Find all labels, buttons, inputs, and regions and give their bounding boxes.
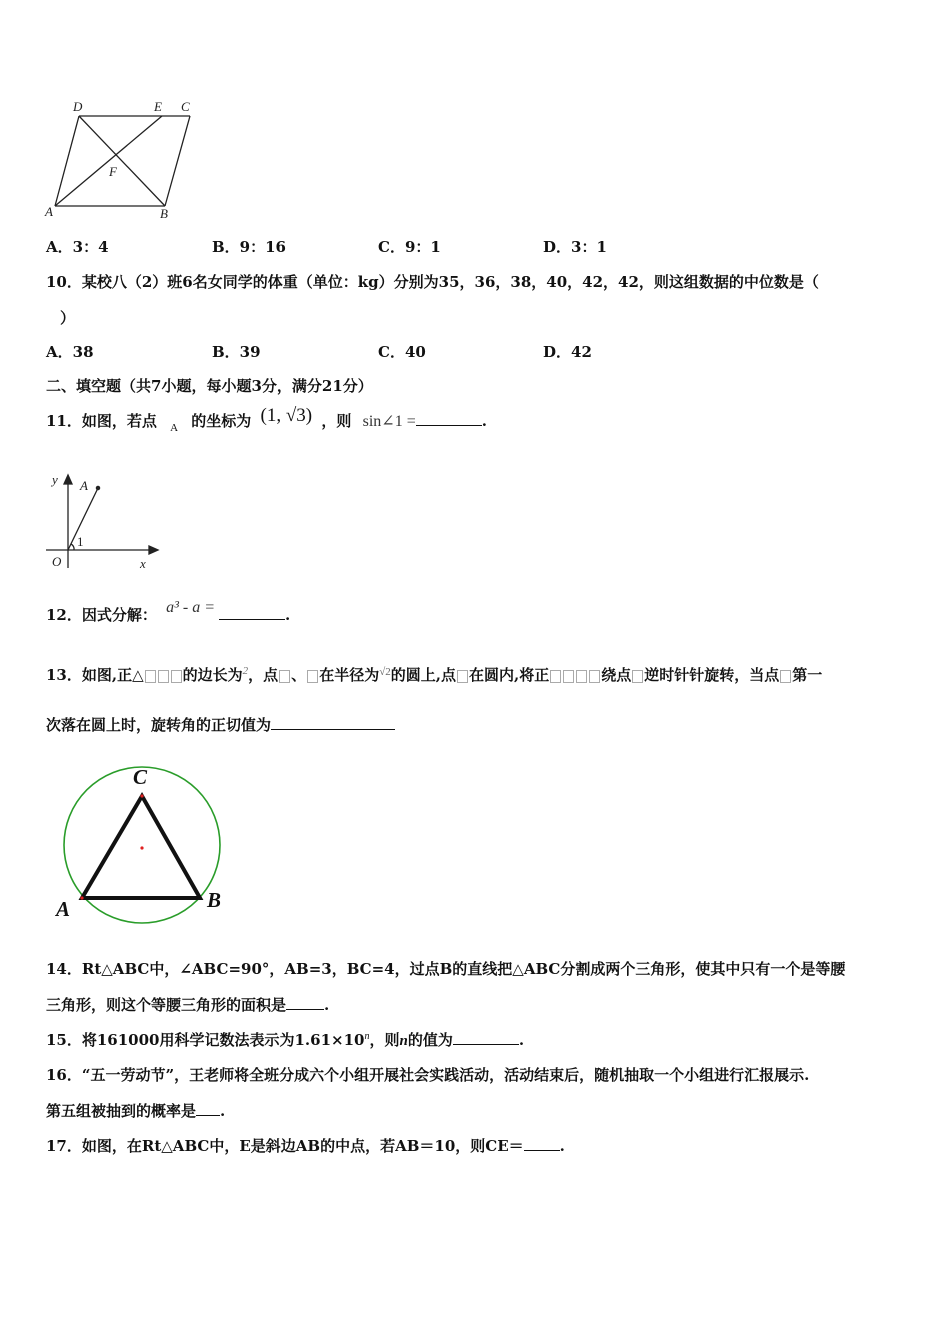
q10-option-b: B．39: [212, 343, 261, 361]
q13-side-length: 2: [242, 665, 249, 677]
point-a-dot: [96, 486, 99, 489]
q9-option-a: A．3：4: [46, 238, 109, 256]
placeholder-glyph: [279, 670, 290, 683]
placeholder-glyph: [550, 670, 561, 683]
q12-prefix: 12．因式分解：: [46, 606, 157, 624]
q11-end: .: [481, 412, 487, 430]
y-axis-arrow: [64, 475, 72, 484]
q14-line1: 14．Rt△ABC中，∠ABC=90°，AB=3，BC=4，过点B的直线把△ABC分割成两个三角形，使其中只有一个是等腰: [46, 960, 846, 978]
q13-p6: 的圆上,点: [390, 666, 456, 684]
q13-p1: 13．如图,正△: [46, 666, 144, 684]
q10-option-c: C．40: [378, 343, 426, 361]
label-c: C: [181, 99, 190, 114]
q12-end: .: [285, 606, 291, 624]
q15-line: [46, 1029, 524, 1050]
q13-line2: [46, 714, 395, 735]
label-angle-1: 1: [77, 534, 84, 549]
q13-p2: 的边长为: [182, 666, 243, 684]
q15-suffix: 的值为: [407, 1031, 453, 1049]
q16-line2: [46, 1100, 225, 1121]
q13-p8: 绕点: [601, 666, 632, 684]
q16-line2-text: 第五组被抽到的概率是: [46, 1102, 197, 1120]
axes-figure: [42, 468, 164, 572]
q10-option-a: A．38: [46, 343, 94, 361]
diagonal-db: [79, 116, 165, 206]
q13-p10: 第一: [792, 666, 823, 684]
placeholder-glyph: [563, 670, 574, 683]
placeholder-glyph: [145, 670, 156, 683]
placeholder-glyph: [158, 670, 169, 683]
q11-line: [46, 405, 487, 434]
vertex-a-dot: [80, 896, 83, 899]
label-f: F: [109, 164, 117, 179]
placeholder-glyph: [171, 670, 182, 683]
q16-blank: [196, 1101, 220, 1116]
q11-point: A: [170, 422, 179, 434]
placeholder-glyph: [457, 670, 468, 683]
label-e: E: [154, 99, 162, 114]
placeholder-glyph: [589, 670, 600, 683]
q9-option-c: C．9：1: [378, 238, 441, 256]
q15-end: .: [518, 1031, 525, 1049]
q14-end: .: [324, 996, 330, 1014]
q13-p4: 、: [291, 666, 307, 684]
q13-blank: [271, 715, 395, 730]
q13-p5: 在半径为: [319, 666, 380, 684]
q12-line: [46, 599, 291, 625]
side-ad: [55, 116, 79, 206]
q10-option-d: D．42: [543, 343, 592, 361]
q14-line2: [46, 994, 329, 1015]
vertex-c-dot: [140, 794, 143, 797]
label-a: A: [80, 478, 88, 493]
q11-suffix: ，则: [321, 412, 352, 430]
label-d: D: [73, 99, 83, 114]
label-x: x: [140, 556, 146, 571]
q15-exponent: n: [364, 1031, 370, 1042]
section-heading: 二、填空题（共7小题，每小题3分，满分21分）: [46, 377, 373, 395]
circle-triangle-figure: [52, 762, 232, 924]
placeholder-glyph: [780, 670, 791, 683]
q13-p9: 逆时针针旋转，当点: [644, 666, 780, 684]
label-a: A: [56, 897, 71, 921]
q14-line2-text: 三角形，则这个等腰三角形的面积是: [46, 996, 287, 1014]
q15-n: n: [399, 1033, 408, 1049]
segment-ae: [55, 116, 162, 206]
q14-blank: [286, 995, 324, 1010]
label-b: B: [160, 206, 168, 221]
side-bc: [165, 116, 190, 206]
q13-line2-text: 次落在圆上时，旋转角的正切值为: [46, 716, 272, 734]
q17-line: [46, 1135, 565, 1156]
q13-radius: √2: [379, 666, 391, 678]
q17-end: .: [559, 1137, 565, 1155]
placeholder-glyph: [632, 670, 643, 683]
q15-mid: ，则: [369, 1031, 400, 1049]
angle-arc: [71, 544, 74, 550]
q12-expr: a³ - a =: [166, 599, 216, 616]
label-o: O: [52, 554, 62, 569]
q13-line1: [46, 664, 822, 685]
q9-option-b: B．9：16: [212, 238, 286, 256]
center-dot: [140, 846, 143, 849]
q13-p3: ，点: [248, 666, 279, 684]
q16-line1: 16．“五一劳动节”，王老师将全班分成六个小组开展社会实践活动，活动结束后，随机抽取一个小组进行汇报展示.: [46, 1066, 810, 1084]
q12-blank: [219, 605, 285, 620]
parallelogram-figure: [40, 96, 210, 224]
q17-text: 17．如图，在Rt△ABC中，E是斜边AB的中点，若AB＝10，则CE＝: [46, 1137, 524, 1155]
placeholder-glyph: [307, 670, 318, 683]
q15-blank: [453, 1030, 519, 1045]
label-y: y: [52, 472, 58, 487]
q13-p7: 在圆内,将正: [468, 666, 550, 684]
q15-prefix: 15．将161000用科学记数法表示为1.61×10: [46, 1031, 365, 1049]
q11-coord: (1, √3): [260, 405, 313, 426]
q11-expr: sin∠1 =: [362, 413, 416, 430]
q11-blank: [416, 411, 482, 426]
q10-close-paren: ）: [60, 309, 76, 327]
q10-text: 10．某校八（2）班6名女同学的体重（单位：kg）分别为35，36，38，40，42，42，则这组数据的中位数是（: [46, 273, 819, 291]
label-b: B: [207, 888, 222, 912]
x-axis-arrow: [149, 546, 158, 554]
label-c: C: [133, 765, 148, 789]
label-a: A: [45, 204, 53, 219]
placeholder-glyph: [576, 670, 587, 683]
q9-option-d: D．3：1: [543, 238, 607, 256]
q17-blank: [524, 1136, 560, 1151]
q11-prefix: 11．如图，若点: [46, 412, 157, 430]
q16-end: .: [220, 1102, 226, 1120]
q11-mid: 的坐标为: [191, 412, 252, 430]
